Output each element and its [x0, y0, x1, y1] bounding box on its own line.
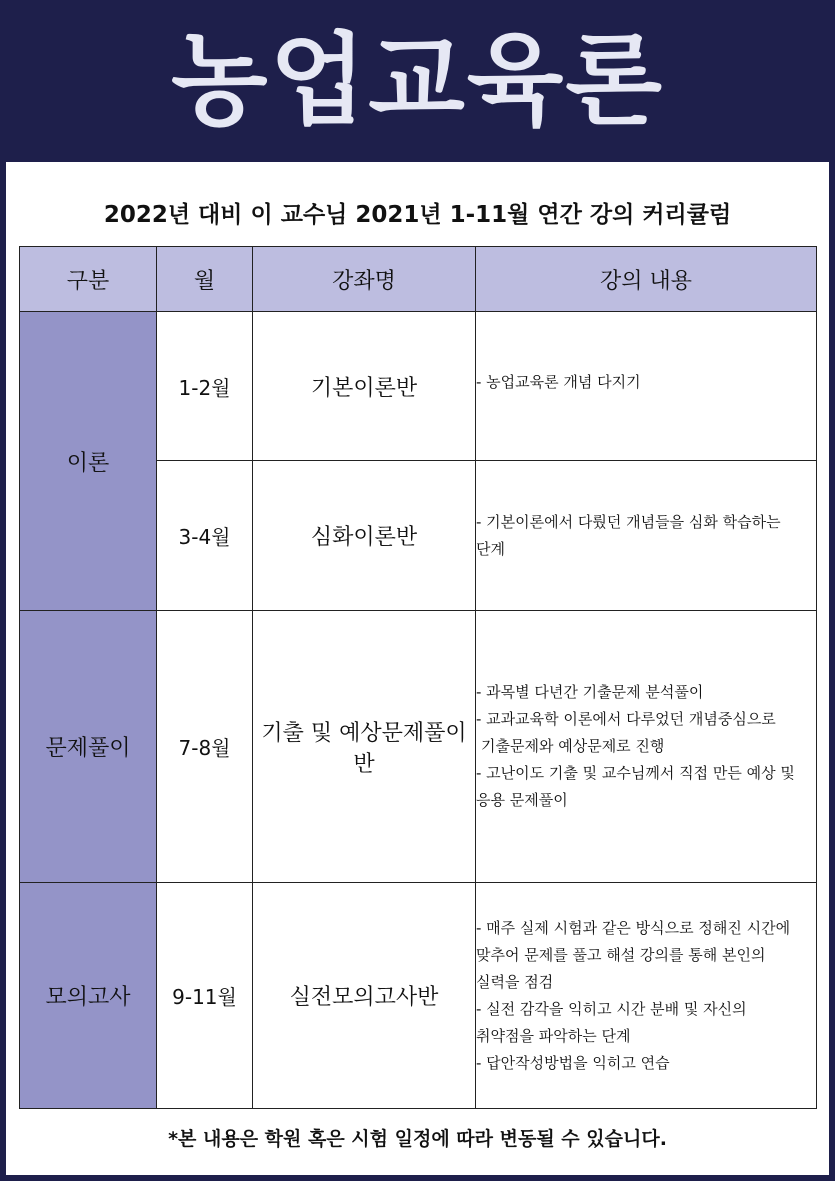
month-cell: 7-8월: [157, 611, 253, 883]
curriculum-subtitle: 2022년 대비 이 교수님 2021년 1-11월 연간 강의 커리큘럼: [103, 202, 732, 228]
course-content: [476, 883, 817, 1109]
header-month: 월: [157, 247, 253, 312]
month-cell: 9-11월: [157, 883, 253, 1109]
content-line: 단계: [476, 539, 505, 558]
course-content: [476, 461, 817, 611]
content-line: 취약점을 파악하는 단계: [476, 1026, 631, 1045]
content-line: - 과목별 다년간 기출문제 분석풀이: [476, 683, 704, 701]
content-line: - 매주 실제 시험과 같은 방식으로 정해진 시간에: [476, 918, 791, 937]
curriculum-table: [19, 246, 817, 1109]
content-line: 기출문제와 예상문제로 진행: [481, 737, 665, 755]
content-line: - 답안작성방법을 익히고 연습: [476, 1053, 670, 1072]
content-line: 실력을 점검: [476, 972, 554, 991]
table-row: [20, 312, 817, 461]
header-content: 강의 내용: [476, 247, 817, 312]
content-line: - 고난이도 기출 및 교수님께서 직접 만든 예상 및: [476, 764, 795, 782]
month-cell: 3-4월: [157, 461, 253, 611]
course-content: [476, 611, 817, 883]
table-header-row: [20, 247, 817, 312]
content-line: 맞추어 문제를 풀고 해설 강의를 통해 본인의: [476, 945, 766, 964]
header-course: 강좌명: [253, 247, 476, 312]
content-line: 응용 문제풀이: [476, 791, 568, 809]
category-problem-solving: 문제풀이: [20, 611, 157, 883]
content-line: - 교과교육학 이론에서 다루었던 개념중심으로: [476, 710, 776, 728]
month-cell: 1-2월: [157, 312, 253, 461]
category-theory: 이론: [20, 312, 157, 611]
content-line: - 기본이론에서 다뤘던 개념들을 심화 학습하는: [476, 512, 781, 531]
table-row: [20, 611, 817, 883]
course-content: [476, 312, 817, 461]
course-name: 실전모의고사반: [253, 883, 476, 1109]
category-mock-exam: 모의고사: [20, 883, 157, 1109]
course-name: 심화이론반: [253, 461, 476, 611]
page-title: 농업교육론: [171, 22, 664, 139]
footnote: *본 내용은 학원 혹은 시험 일정에 따라 변동될 수 있습니다.: [168, 1128, 667, 1150]
header-category: 구분: [20, 247, 157, 312]
course-name: 기본이론반: [253, 312, 476, 461]
title-banner: [0, 0, 835, 162]
content-line: - 농업교육론 개념 다지기: [476, 372, 641, 391]
table-row: [20, 883, 817, 1109]
content-line: - 실전 감각을 익히고 시간 분배 및 자신의: [476, 999, 747, 1018]
course-name: 기출 및 예상문제풀이반: [253, 611, 476, 883]
